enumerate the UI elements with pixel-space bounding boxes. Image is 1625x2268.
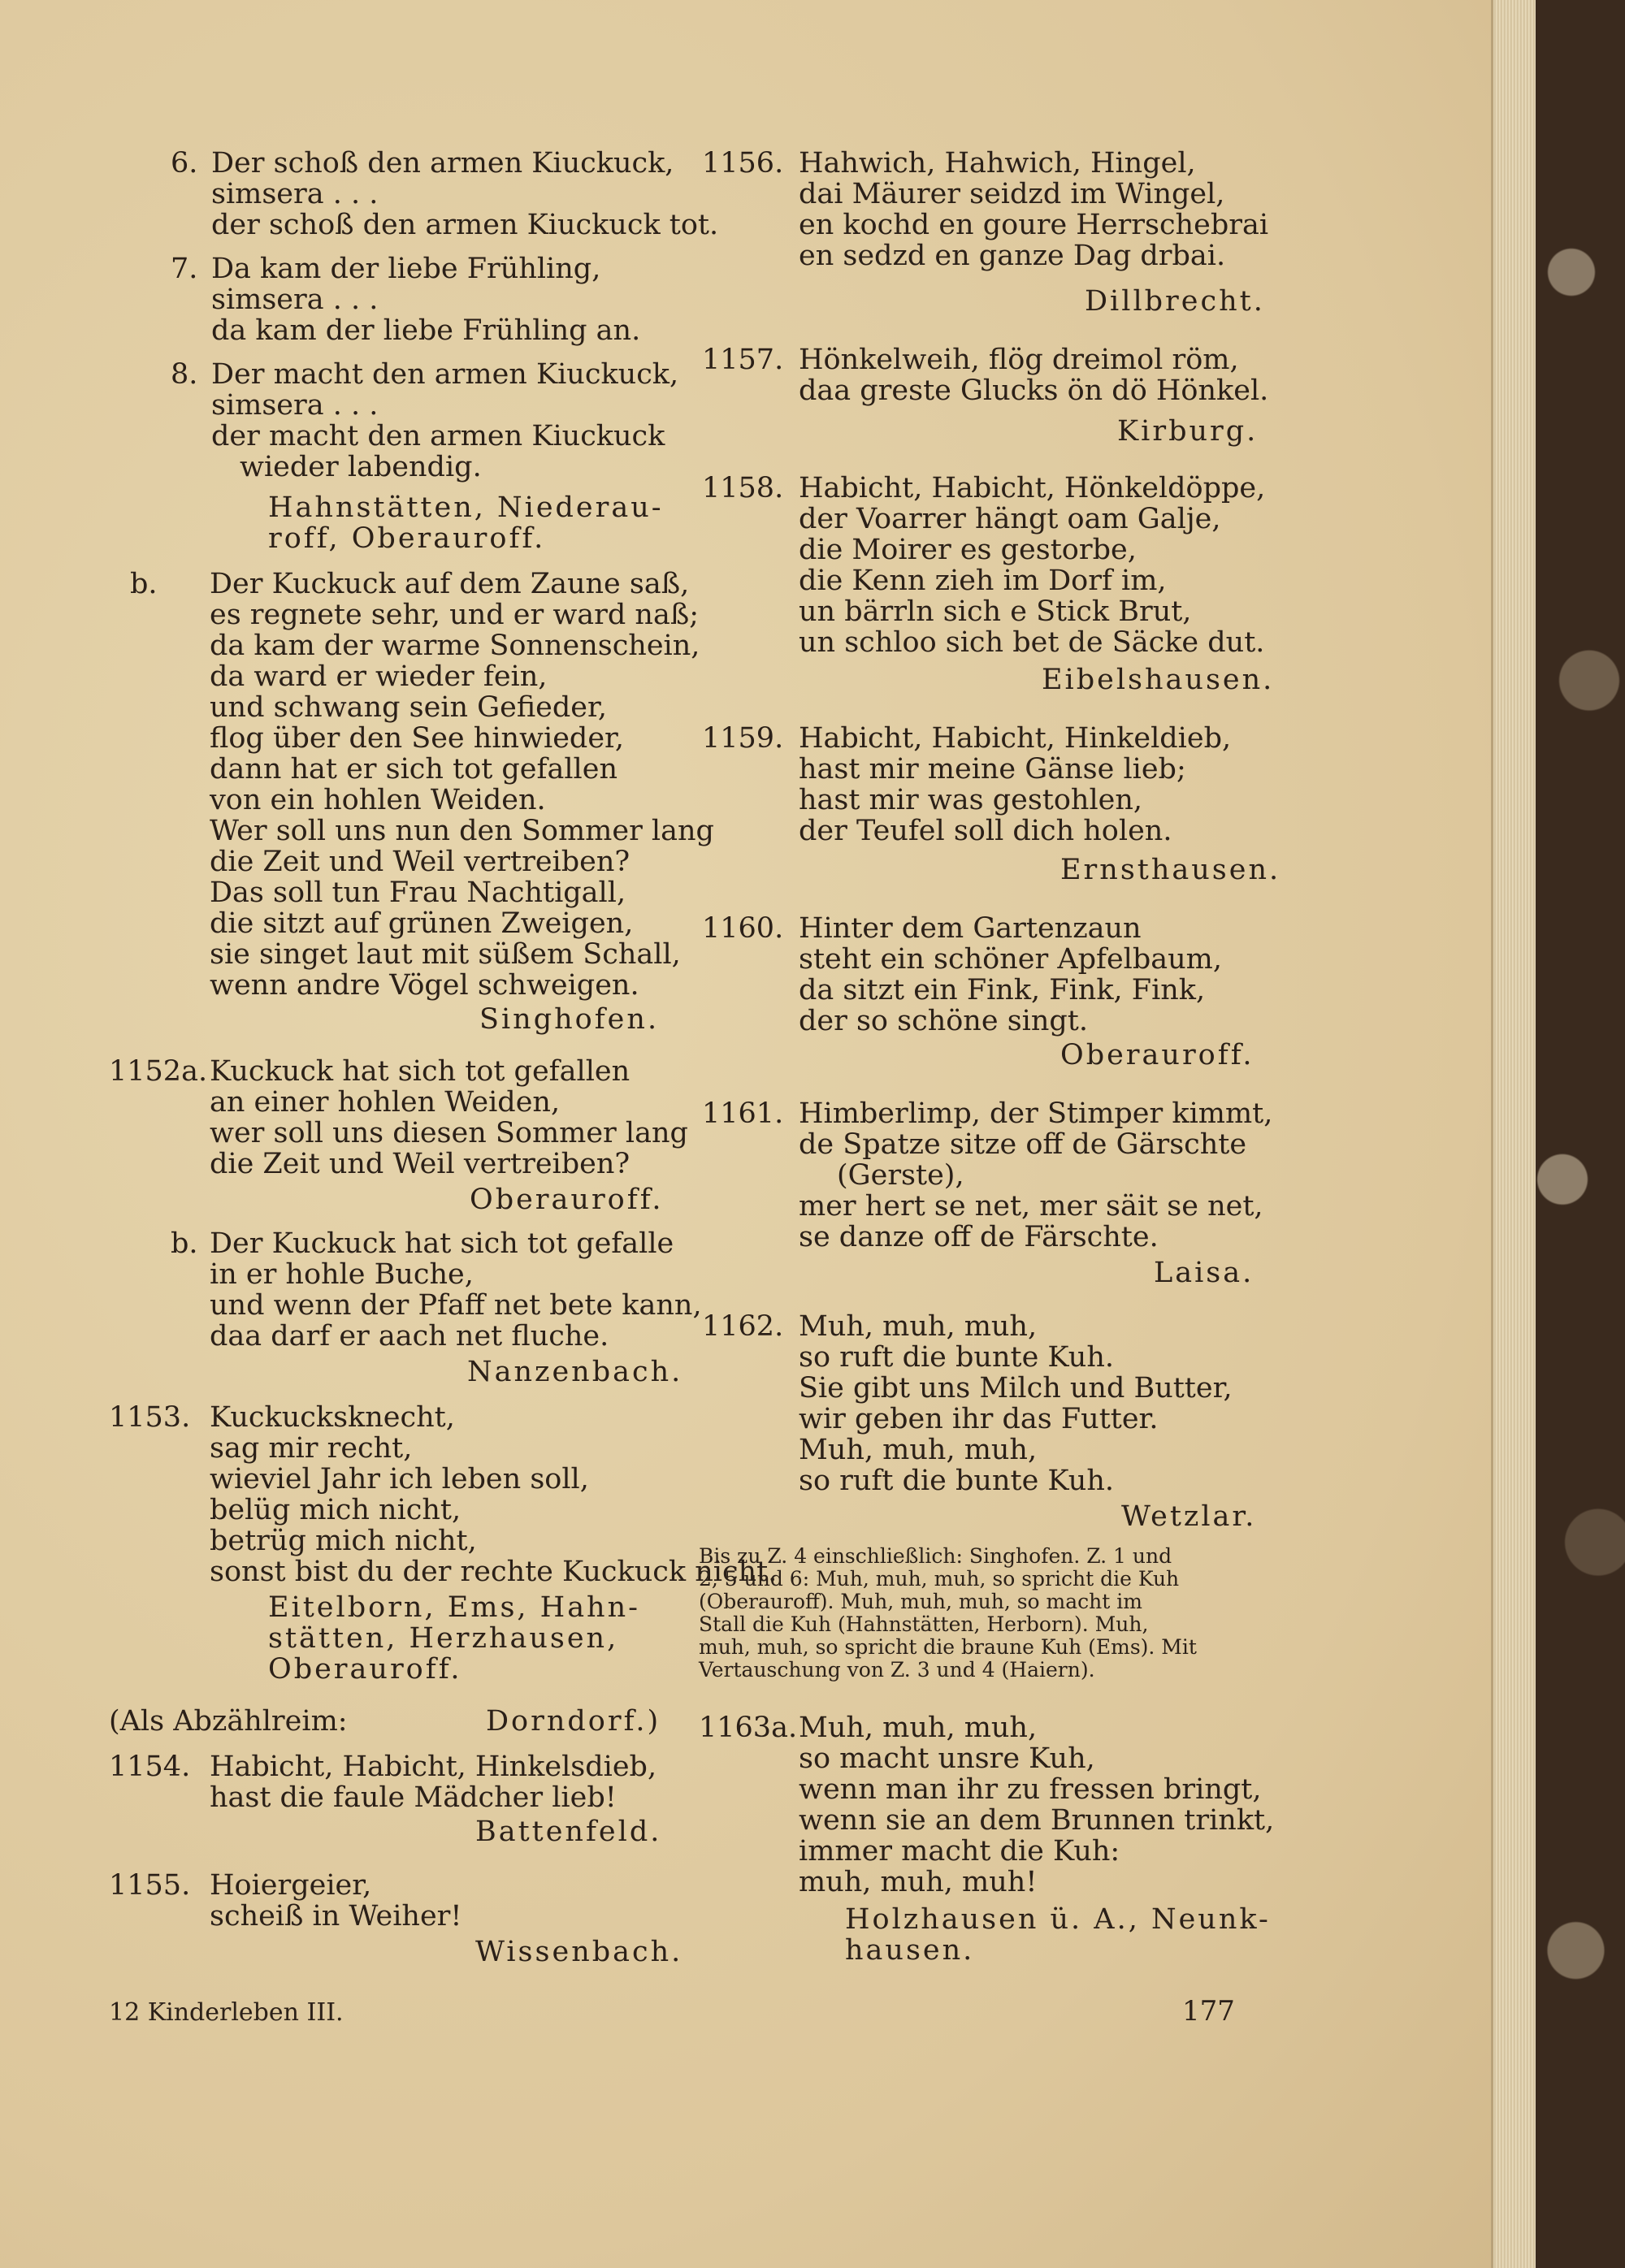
verse-line: so ruft die bunte Kuh.	[799, 1341, 1114, 1374]
stanza-number: 6.	[171, 147, 198, 180]
verse-line: wenn sie an dem Brunnen trinkt,	[799, 1804, 1275, 1837]
variant-label: b.	[171, 1227, 198, 1260]
entry-number: 1157.	[702, 344, 784, 376]
verse-line: der Voarrer hängt oam Galje,	[799, 503, 1221, 535]
entry-number: 1163a.	[699, 1712, 798, 1744]
footnote-line: muh, muh, so spricht die braune Kuh (Ems). Mit	[699, 1635, 1197, 1659]
verse-line: so ruft die bunte Kuh.	[799, 1465, 1114, 1497]
place-name: Wetzlar.	[1121, 1500, 1257, 1533]
verse-line: der schoß den armen Kiuckuck tot.	[211, 209, 719, 241]
verse-line: die Kenn zieh im Dorf im,	[799, 565, 1167, 597]
verse-line: Der Kuckuck hat sich tot gefalle	[210, 1227, 674, 1260]
place-name: Eibelshausen.	[1042, 664, 1275, 696]
footnote-line: Bis zu Z. 4 einschließlich: Singhofen. Z. 1 und	[699, 1544, 1172, 1568]
entry-number: 1158.	[702, 472, 784, 504]
place-name: Holzhausen ü. A., Neunk-	[845, 1903, 1271, 1936]
verse-line: Habicht, Habicht, Hinkeldieb,	[799, 722, 1232, 755]
verse-line: und wenn der Pfaff net bete kann,	[210, 1289, 702, 1322]
verse-line: der so schöne singt.	[799, 1005, 1088, 1037]
verse-line: mer hert se net, mer säit se net,	[799, 1190, 1263, 1223]
place-name: Wissenbach.	[475, 1936, 683, 1968]
verse-line: der macht den armen Kiuckuck	[211, 420, 665, 452]
place-name: Battenfeld.	[475, 1816, 662, 1848]
footnote-line: (Oberauroff). Muh, muh, muh, so macht im	[699, 1590, 1142, 1613]
verse-line: simsera . . .	[211, 284, 379, 316]
verse-line: Kuckuck hat sich tot gefallen	[210, 1055, 630, 1088]
place-name: Laisa.	[1154, 1257, 1254, 1289]
verse-line: da sitzt ein Fink, Fink, Fink,	[799, 974, 1206, 1006]
verse-line: Himberlimp, der Stimper kimmt,	[799, 1097, 1273, 1130]
verse-line: so macht unsre Kuh,	[799, 1742, 1095, 1775]
verse-line: Das soll tun Frau Nachtigall,	[210, 876, 626, 909]
entry-number: 1161.	[702, 1097, 784, 1130]
place-name: Oberauroff.	[268, 1653, 462, 1686]
footnote-line: 2, 5 und 6: Muh, muh, muh, so spricht die Kuh	[699, 1567, 1180, 1591]
verse-line: Der macht den armen Kiuckuck,	[211, 358, 679, 391]
verse-line: Sie gibt uns Milch und Butter,	[799, 1372, 1233, 1405]
verse-line: wer soll uns diesen Sommer lang	[210, 1117, 688, 1149]
place-name: Oberauroff.	[1060, 1039, 1254, 1071]
verse-line: sonst bist du der rechte Kuckuck nicht.	[210, 1556, 778, 1588]
place-name: Dorndorf.)	[486, 1705, 661, 1738]
verse-line: hast mir was gestohlen,	[799, 784, 1143, 816]
verse-line: dai Mäurer seidzd im Wingel,	[799, 178, 1225, 210]
verse-line: wieder labendig.	[240, 451, 482, 483]
verse-line: belüg mich nicht,	[210, 1494, 462, 1526]
place-name: stätten, Herzhausen,	[268, 1622, 619, 1655]
place-name: Singhofen.	[479, 1003, 660, 1036]
verse-line: wieviel Jahr ich leben soll,	[210, 1463, 589, 1495]
verse-line: scheiß in Weiher!	[210, 1900, 462, 1933]
verse-line: se danze off de Färschte.	[799, 1221, 1159, 1253]
verse-line: die Zeit und Weil vertreiben?	[210, 1148, 630, 1180]
verse-line: die sitzt auf grünen Zweigen,	[210, 907, 634, 940]
place-name: Hahnstätten, Niederau-	[268, 491, 664, 524]
verse-line: Hönkelweih, flög dreimol röm,	[799, 344, 1239, 376]
verse-line: Muh, muh, muh,	[799, 1434, 1038, 1466]
verse-line: un bärrln sich e Stick Brut,	[799, 595, 1192, 628]
verse-line: Der Kuckuck auf dem Zaune saß,	[210, 568, 690, 600]
place-name: Kirburg.	[1117, 415, 1259, 448]
verse-line: die Moirer es gestorbe,	[799, 534, 1137, 566]
verse-line: wenn andre Vögel schweigen.	[210, 969, 639, 1002]
verse-line: der Teufel soll dich holen.	[799, 815, 1172, 847]
verse-line: Der schoß den armen Kiuckuck,	[211, 147, 674, 180]
place-name: Dillbrecht.	[1085, 285, 1265, 318]
page-edges	[1491, 0, 1538, 2268]
counting-rhyme-note: (Als Abzählreim:	[109, 1705, 348, 1738]
verse-line: da kam der liebe Frühling an.	[211, 314, 641, 347]
entry-number: 1152a.	[109, 1055, 208, 1088]
verse-line: Muh, muh, muh,	[799, 1712, 1038, 1744]
verse-line: en kochd en goure Herrschebrai	[799, 209, 1269, 241]
verse-line: simsera . . .	[211, 178, 379, 210]
footnote-line: Stall die Kuh (Hahnstätten, Herborn). Muh,	[699, 1612, 1149, 1636]
entry-number: 1159.	[702, 722, 784, 755]
place-name: Oberauroff.	[470, 1184, 664, 1216]
verse-line: es regnete sehr, und er ward naß;	[210, 599, 700, 631]
verse-line: wenn man ihr zu fressen bringt,	[799, 1773, 1262, 1806]
verse-line: (Gerste),	[837, 1159, 964, 1192]
verse-line: steht ein schöner Apfelbaum,	[799, 943, 1223, 976]
verse-line: daa greste Glucks ön dö Hönkel.	[799, 374, 1269, 407]
verse-line: immer macht die Kuh:	[799, 1835, 1120, 1868]
verse-line: flog über den See hinwieder,	[210, 722, 625, 755]
verse-line: hast die faule Mädcher lieb!	[210, 1781, 617, 1814]
verse-line: daa darf er aach net fluche.	[210, 1320, 609, 1353]
verse-line: Habicht, Habicht, Hinkelsdieb,	[210, 1751, 657, 1783]
place-name: Ernsthausen.	[1060, 854, 1281, 886]
verse-line: sag mir recht,	[210, 1432, 413, 1465]
verse-line: hast mir meine Gänse lieb;	[799, 753, 1186, 786]
entry-number: 1156.	[702, 147, 784, 180]
entry-number: 1160.	[702, 912, 784, 945]
verse-line: und schwang sein Gefieder,	[210, 691, 608, 724]
verse-line: wir geben ihr das Futter.	[799, 1403, 1159, 1435]
verse-line: an einer hohlen Weiden,	[210, 1086, 561, 1119]
verse-line: Da kam der liebe Frühling,	[211, 253, 601, 285]
footnote-line: Vertauschung von Z. 3 und 4 (Haiern).	[699, 1658, 1095, 1682]
verse-line: Muh, muh, muh,	[799, 1310, 1038, 1343]
verse-line: un schloo sich bet de Säcke dut.	[799, 626, 1265, 659]
verse-line: da ward er wieder fein,	[210, 660, 548, 693]
verse-line: Hoiergeier,	[210, 1869, 372, 1902]
verse-line: dann hat er sich tot gefallen	[210, 753, 618, 786]
verse-line: betrüg mich nicht,	[210, 1525, 477, 1557]
verse-line: sie singet laut mit süßem Schall,	[210, 938, 681, 971]
verse-line: de Spatze sitze off de Gärschte	[799, 1128, 1247, 1161]
verse-line: Kuckucksknecht,	[210, 1401, 455, 1434]
printer-signature: 12 Kinderleben III.	[109, 1998, 344, 2027]
entry-number: 1162.	[702, 1310, 784, 1343]
verse-line: en sedzd en ganze Dag drbai.	[799, 240, 1226, 272]
verse-line: die Zeit und Weil vertreiben?	[210, 846, 630, 878]
place-name: Nanzenbach.	[467, 1356, 683, 1388]
variant-label: b.	[130, 568, 158, 600]
verse-line: da kam der warme Sonnenschein,	[210, 630, 700, 662]
entry-number: 1153.	[109, 1401, 191, 1434]
place-name: roff, Oberauroff.	[268, 522, 546, 555]
place-name: Eitelborn, Ems, Hahn-	[268, 1591, 640, 1624]
entry-number: 1154.	[109, 1751, 191, 1783]
verse-line: muh, muh, muh!	[799, 1866, 1038, 1898]
verse-line: Hahwich, Hahwich, Hingel,	[799, 147, 1196, 180]
verse-line: Habicht, Habicht, Hönkeldöppe,	[799, 472, 1266, 504]
stanza-number: 7.	[171, 253, 198, 285]
verse-line: Wer soll uns nun den Sommer lang	[210, 815, 714, 847]
stanza-number: 8.	[171, 358, 198, 391]
verse-line: Hinter dem Gartenzaun	[799, 912, 1142, 945]
place-name: hausen.	[845, 1934, 975, 1967]
entry-number: 1155.	[109, 1869, 191, 1902]
page-number: 177	[1182, 1995, 1235, 2028]
marbled-cover	[1536, 0, 1625, 2268]
verse-line: von ein hohlen Weiden.	[210, 784, 546, 816]
verse-line: in er hohle Buche,	[210, 1258, 474, 1291]
verse-line: simsera . . .	[211, 389, 379, 422]
